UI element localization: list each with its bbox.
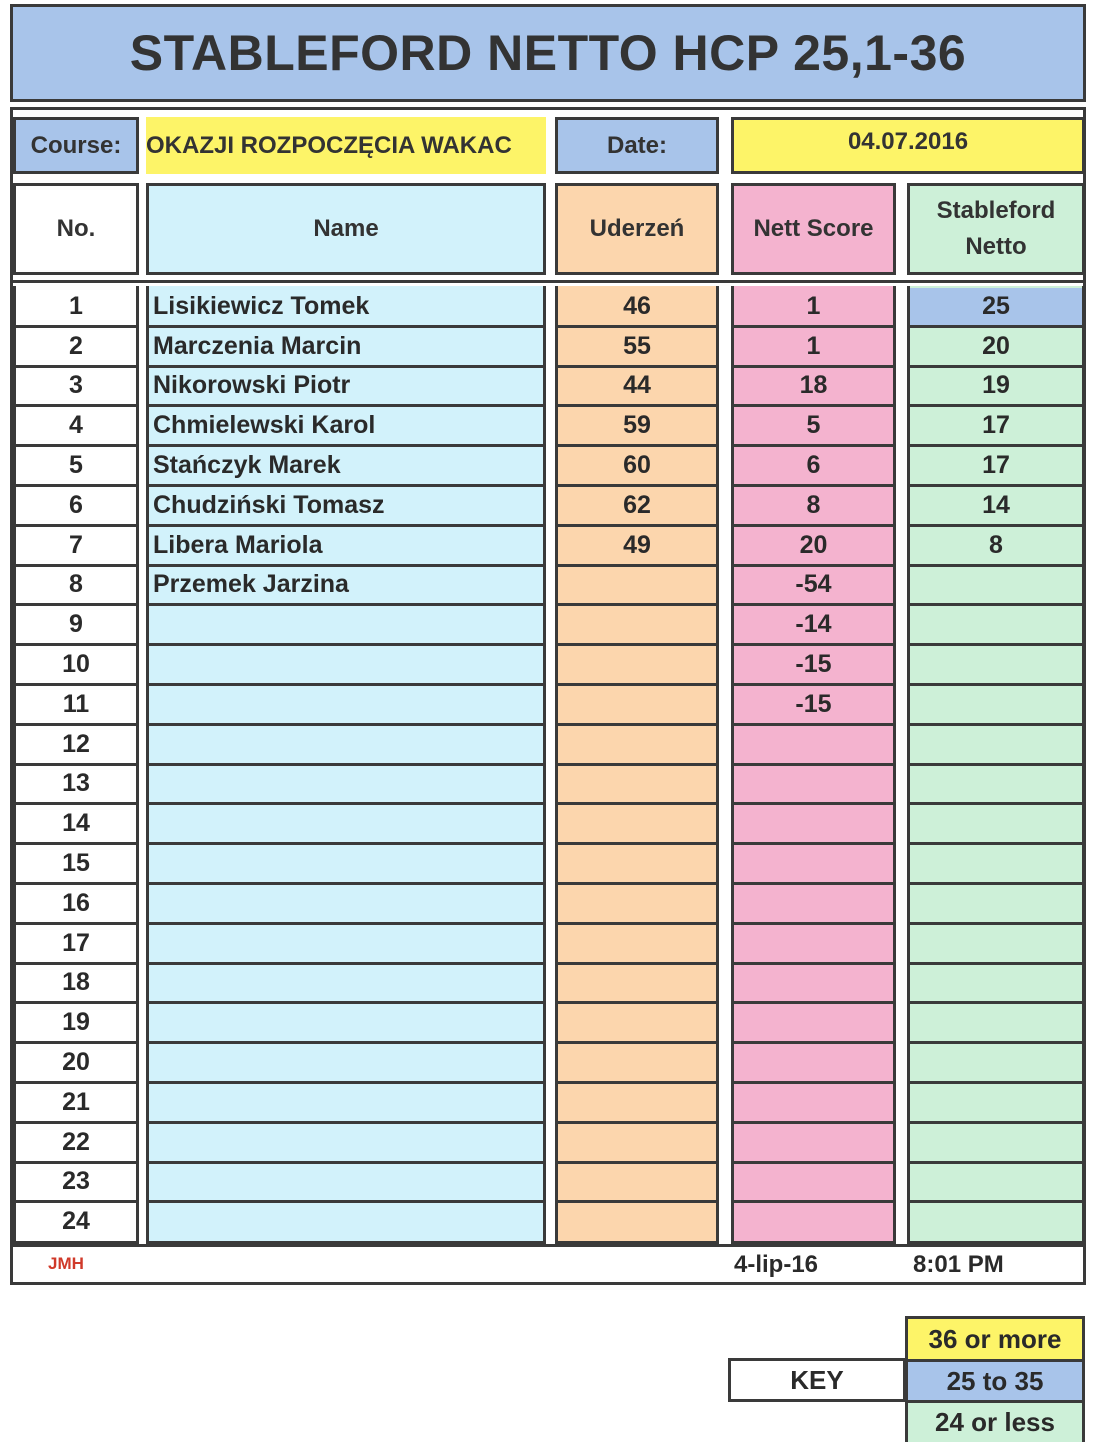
row-number: 18 — [62, 968, 90, 997]
column-header-no-label: No. — [56, 215, 96, 242]
key-label: KEY — [790, 1364, 844, 1395]
row-number: 19 — [62, 1008, 90, 1037]
row-stableford — [910, 1044, 1082, 1081]
row-number: 12 — [62, 729, 90, 758]
row-stableford — [910, 925, 1082, 962]
row-name — [149, 766, 543, 803]
date-label: Date: — [606, 131, 667, 159]
row-strokes — [558, 885, 716, 922]
column-header-stableford — [907, 183, 1085, 275]
row-nett-score: 1 — [806, 291, 821, 320]
row-number: 2 — [69, 331, 83, 360]
row-name: Nikorowski Piotr — [153, 371, 351, 400]
row-number: 11 — [62, 689, 90, 718]
row-number: 21 — [62, 1087, 90, 1116]
row-nett-score: -15 — [795, 650, 832, 679]
row-nett-score: 8 — [806, 490, 821, 519]
row-stableford: 17 — [982, 411, 1010, 440]
row-strokes: 49 — [623, 530, 651, 559]
key-item-low — [908, 1403, 1082, 1442]
row-nett-score — [734, 925, 893, 962]
header-divider — [13, 280, 1083, 283]
row-number: 14 — [62, 809, 90, 838]
row-name: Libera Mariola — [153, 530, 323, 559]
column-header-nett-label: Nett Score — [753, 215, 874, 242]
row-nett-score: -54 — [795, 570, 832, 599]
row-number: 10 — [62, 650, 90, 679]
footer-date: 4-lip-16 — [734, 1251, 819, 1278]
row-number: 24 — [62, 1207, 90, 1236]
row-stableford: 25 — [982, 291, 1010, 320]
row-stableford — [910, 606, 1082, 643]
date-value: 04.07.2016 — [847, 127, 969, 155]
row-number: 8 — [69, 570, 83, 599]
row-strokes — [558, 1164, 716, 1201]
row-stableford — [910, 965, 1082, 1002]
row-nett-score: 18 — [799, 371, 828, 400]
row-strokes — [558, 646, 716, 683]
row-strokes — [558, 1004, 716, 1041]
row-number: 13 — [62, 769, 90, 798]
column-header-name — [146, 183, 546, 275]
row-name: Chudziński Tomasz — [153, 490, 385, 519]
row-strokes — [558, 965, 716, 1002]
row-name: Lisikiewicz Tomek — [153, 291, 370, 320]
row-number: 23 — [62, 1167, 90, 1196]
key-label-cell — [728, 1358, 906, 1402]
row-strokes — [558, 845, 716, 882]
row-strokes: 60 — [623, 451, 651, 480]
row-stableford — [910, 1084, 1082, 1121]
row-strokes — [558, 567, 716, 604]
row-nett-score — [734, 726, 893, 763]
row-name — [149, 885, 543, 922]
key-item-mid-label: 25 to 35 — [946, 1365, 1044, 1396]
row-stableford — [910, 845, 1082, 882]
key-item-mid — [908, 1362, 1082, 1403]
row-name — [149, 1203, 543, 1240]
column-header-strokes-label: Uderzeń — [589, 215, 685, 242]
footer-initials: JMH — [48, 1254, 84, 1273]
row-stableford — [910, 805, 1082, 842]
row-number: 4 — [69, 411, 83, 440]
footer-divider — [13, 1244, 1083, 1247]
row-stableford — [910, 766, 1082, 803]
row-name — [149, 965, 543, 1002]
row-strokes — [558, 1044, 716, 1081]
row-nett-score: 6 — [806, 451, 821, 480]
row-name — [149, 1164, 543, 1201]
key-legend — [905, 1316, 1085, 1442]
row-stableford — [910, 686, 1082, 723]
row-nett-score: 20 — [799, 530, 828, 559]
row-stableford — [910, 1203, 1082, 1240]
column-header-name-label: Name — [313, 215, 379, 242]
footer-time: 8:01 PM — [913, 1251, 1004, 1278]
row-nett-score: -14 — [795, 610, 832, 639]
course-label: Course: — [30, 131, 122, 159]
row-strokes: 62 — [623, 490, 651, 519]
row-stableford — [910, 1004, 1082, 1041]
row-nett-score — [734, 1084, 893, 1121]
row-name — [149, 1044, 543, 1081]
row-stableford: 8 — [989, 530, 1003, 559]
row-nett-score: 1 — [806, 331, 821, 360]
row-name — [149, 1084, 543, 1121]
row-number: 20 — [62, 1048, 90, 1077]
row-nett-score — [734, 965, 893, 1002]
key-item-high-label: 36 or more — [928, 1323, 1062, 1354]
row-strokes — [558, 925, 716, 962]
row-number: 16 — [62, 888, 90, 917]
column-header-no — [13, 183, 139, 275]
row-name — [149, 686, 543, 723]
row-strokes — [558, 686, 716, 723]
row-stableford — [910, 646, 1082, 683]
row-name — [149, 606, 543, 643]
row-strokes: 55 — [623, 331, 651, 360]
row-name: Marczenia Marcin — [153, 331, 362, 360]
row-number: 22 — [62, 1127, 90, 1156]
row-strokes — [558, 606, 716, 643]
row-number: 3 — [69, 371, 83, 400]
row-nett-score — [734, 805, 893, 842]
row-number: 6 — [69, 490, 83, 519]
row-stableford: 17 — [982, 451, 1010, 480]
row-name: Chmielewski Karol — [153, 411, 376, 440]
row-name — [149, 726, 543, 763]
row-nett-score — [734, 1164, 893, 1201]
row-strokes — [558, 1124, 716, 1161]
row-strokes: 46 — [623, 291, 651, 320]
row-name: Przemek Jarzina — [153, 570, 349, 599]
row-strokes — [558, 805, 716, 842]
course-value: OKAZJI ROZPOCZĘCIA WAKAC — [146, 131, 512, 159]
title-bar — [10, 4, 1086, 102]
row-nett-score: 5 — [806, 411, 821, 440]
row-nett-score — [734, 1044, 893, 1081]
row-name — [149, 1004, 543, 1041]
row-number: 5 — [69, 451, 83, 480]
row-strokes — [558, 726, 716, 763]
key-item-low-label: 24 or less — [935, 1407, 1055, 1437]
row-name — [149, 646, 543, 683]
row-nett-score — [734, 1004, 893, 1041]
row-name — [149, 805, 543, 842]
course-value-cell — [146, 117, 546, 174]
date-label-cell — [555, 117, 719, 174]
row-strokes — [558, 1084, 716, 1121]
key-item-high — [908, 1319, 1082, 1362]
row-nett-score — [734, 1124, 893, 1161]
row-name — [149, 845, 543, 882]
column-header-nett — [731, 183, 896, 275]
row-stableford — [910, 726, 1082, 763]
course-label-cell — [13, 117, 139, 174]
row-nett-score: -15 — [795, 689, 832, 718]
row-nett-score — [734, 845, 893, 882]
row-stableford — [910, 1164, 1082, 1201]
row-stableford: 20 — [982, 331, 1010, 360]
row-stableford: 14 — [982, 490, 1010, 519]
row-nett-score — [734, 885, 893, 922]
page-title: STABLEFORD NETTO HCP 25,1-36 — [129, 25, 967, 81]
row-name — [149, 1124, 543, 1161]
row-strokes: 44 — [623, 371, 651, 400]
row-number: 7 — [69, 530, 83, 559]
row-stableford — [910, 1124, 1082, 1161]
column-header-stableford-label: Stableford Netto — [936, 197, 1056, 260]
row-stableford — [910, 885, 1082, 922]
row-number: 17 — [62, 928, 90, 957]
column-header-strokes — [555, 183, 719, 275]
row-number: 9 — [69, 610, 83, 639]
row-number: 1 — [69, 291, 83, 320]
row-strokes — [558, 766, 716, 803]
date-value-cell — [731, 117, 1085, 174]
row-strokes: 59 — [623, 411, 651, 440]
row-nett-score — [734, 1203, 893, 1240]
row-name — [149, 925, 543, 962]
row-number: 15 — [62, 849, 90, 878]
row-name: Stańczyk Marek — [153, 451, 341, 480]
row-stableford — [910, 567, 1082, 604]
row-nett-score — [734, 766, 893, 803]
row-stableford: 19 — [982, 371, 1010, 400]
row-strokes — [558, 1203, 716, 1240]
